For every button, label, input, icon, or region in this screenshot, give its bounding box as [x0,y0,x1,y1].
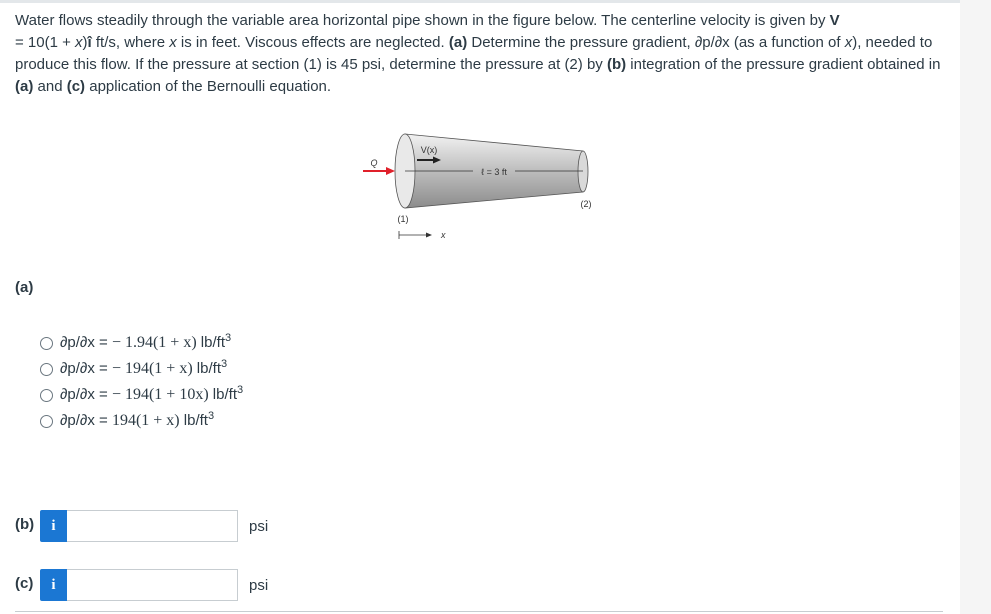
part-b-answer-input[interactable] [67,510,238,542]
choice-unit-exponent: 3 [237,384,244,396]
problem-statement [15,10,950,98]
choice-option-3[interactable] [40,382,243,408]
choice-label [60,386,243,404]
bottom-divider [15,611,943,612]
x-axis-arrowhead-icon [426,233,432,238]
velocity-label: V(x) [420,145,438,155]
x-axis-label: x [441,230,446,240]
choice-unit: lb/ft [196,334,225,351]
choice-unit: lb/ft [179,412,208,429]
part-c-label: (c) [15,575,34,592]
info-icon[interactable]: i [40,569,67,601]
part-b-unit: psi [249,517,269,535]
choice-prefix: ∂p/∂x = [60,360,112,377]
problem-text: integration of the pressure gradient obtained in [626,56,941,73]
choice-option-4[interactable] [40,408,243,434]
section-1-label: (1) [397,214,409,224]
problem-text: = 10(1 + [15,34,76,51]
part-c-answer-row [40,569,268,601]
radio-button[interactable] [40,363,53,376]
top-divider [0,0,960,3]
choice-prefix: ∂p/∂x = [60,386,112,403]
choice-option-1[interactable] [40,330,243,356]
choice-expression: 194(1 + x) [111,412,180,429]
length-label: ℓ = 3 ft [481,167,507,177]
problem-text: is in feet. Viscous effects are neglected. [176,34,449,51]
choice-unit: lb/ft [208,386,237,403]
problem-text: ) [82,34,88,51]
flow-arrowhead-icon [386,167,395,175]
choice-option-2[interactable] [40,356,243,382]
problem-text: application of the Bernoulli equation. [85,78,332,95]
choice-label [60,360,227,378]
right-margin [960,0,991,614]
part-c-answer-input[interactable] [67,569,238,601]
radio-button[interactable] [40,389,53,402]
variable-x: x [75,34,83,51]
velocity-vector-symbol: V [829,12,840,29]
part-b-answer-row [40,510,268,542]
choice-expression: − 1.94(1 + x) [111,334,197,351]
radio-button[interactable] [40,337,53,350]
problem-text: ft/s, where [91,34,170,51]
part-a-tag: (a) [448,34,468,51]
part-a-label: (a) [15,279,34,296]
choice-label [60,412,214,430]
part-b-label: (b) [15,516,35,533]
pipe-diagram [355,128,615,243]
part-c-unit: psi [249,576,269,594]
pipe-figure [355,128,615,243]
problem-text: ), needed to produce this flow. If the pressure at section (1) is 45 psi, determine the pressure at (2) by [15,34,933,73]
problem-text: Water flows steadily through the variable area horizontal pipe shown in the figure below. The centerline velocity is given by [15,12,830,29]
choice-unit-exponent: 3 [225,332,232,344]
variable-x: x [169,34,177,51]
choice-unit: lb/ft [192,360,221,377]
flow-q-label: Q [370,158,378,168]
radio-button[interactable] [40,415,53,428]
choice-label [60,334,231,352]
part-a-tag: (a) [15,78,34,95]
problem-text: Determine the pressure gradient, ∂p/∂x (as a function of [467,34,845,51]
choice-prefix: ∂p/∂x = [60,334,112,351]
choice-unit-exponent: 3 [221,358,228,370]
choice-unit-exponent: 3 [207,410,215,422]
unit-vector-i: î [87,34,92,51]
section-2-label: (2) [580,199,592,209]
info-icon[interactable]: i [40,510,67,542]
variable-x: x [844,34,853,51]
part-b-tag: (b) [606,56,627,73]
choice-expression: − 194(1 + x) [111,360,193,377]
choice-expression: − 194(1 + 10x) [111,386,209,403]
choice-prefix: ∂p/∂x = [60,412,112,429]
problem-text: and [33,78,67,95]
pipe-outlet-end [578,151,588,192]
part-a-choices [40,330,243,434]
part-c-tag: (c) [66,78,86,95]
